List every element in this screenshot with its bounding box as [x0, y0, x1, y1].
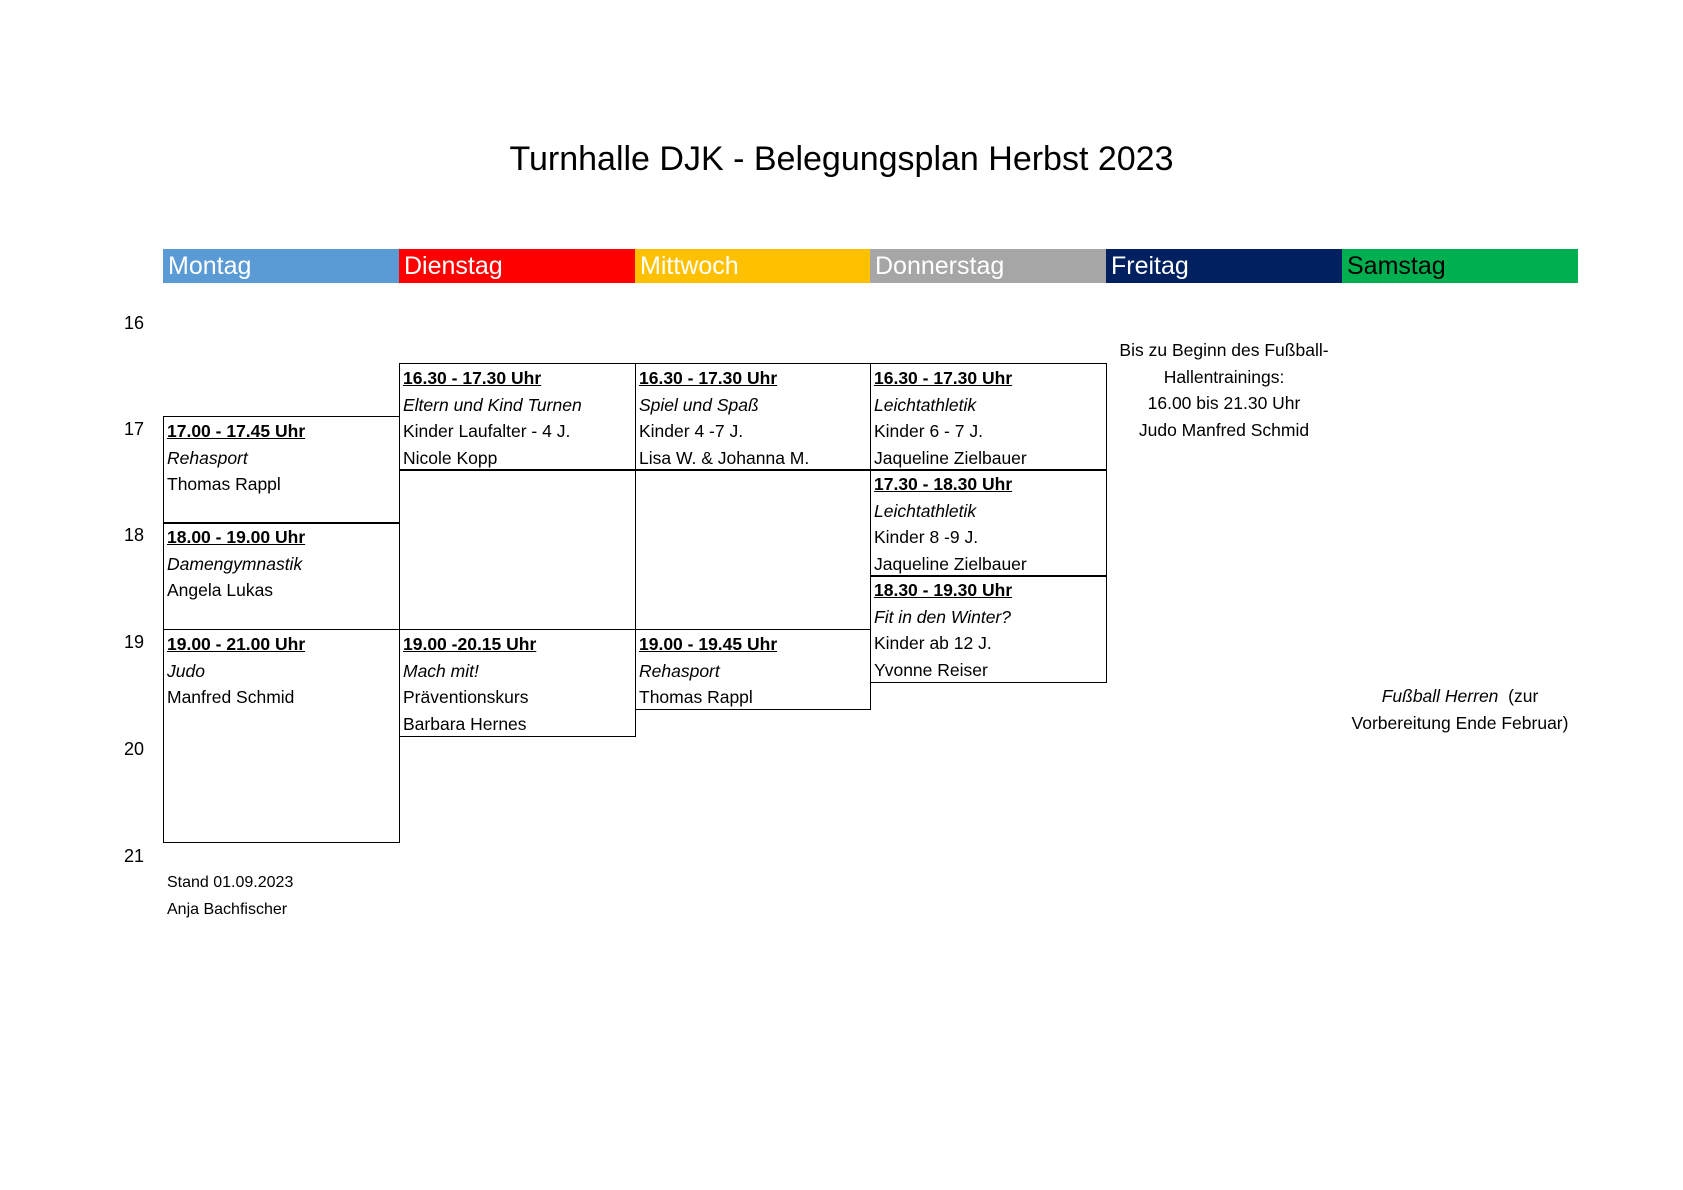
- schedule-block-dienstag-1: [399, 363, 636, 471]
- block-activity: Leichtathletik: [874, 500, 977, 521]
- block-trainer: Nicole Kopp: [403, 447, 498, 468]
- block-activity: Damengymnastik: [167, 553, 303, 574]
- hour-label: 16: [124, 313, 145, 333]
- block-time: 19.00 - 19.45 Uhr: [639, 634, 778, 654]
- schedule-block-mittwoch-1: [635, 363, 871, 471]
- schedule-block-mittwoch-empty: [635, 469, 871, 630]
- block-group: Kinder ab 12 J.: [874, 633, 992, 654]
- schedule-block-donnerstag-2: [870, 469, 1107, 577]
- block-time: 19.00 - 21.00 Uhr: [167, 634, 306, 654]
- block-activity: Eltern und Kind Turnen: [403, 394, 582, 415]
- freitag-note: [1106, 337, 1342, 443]
- hour-label: 18: [124, 525, 145, 545]
- block-group: Kinder 8 -9 J.: [874, 527, 979, 548]
- block-trainer: Manfred Schmid: [167, 687, 295, 708]
- samstag-note-activity: Fußball Herren: [1381, 686, 1499, 706]
- schedule-block-montag-3: [163, 629, 400, 843]
- block-time: 19.00 -20.15 Uhr: [403, 634, 537, 654]
- samstag-note-suffix: (zur: [1508, 686, 1539, 706]
- block-group: Präventionskurs: [403, 687, 529, 708]
- block-time: 16.30 - 17.30 Uhr: [874, 368, 1013, 388]
- block-time: 17.00 - 17.45 Uhr: [167, 421, 306, 441]
- block-activity: Fit in den Winter?: [874, 606, 1011, 627]
- schedule-block-donnerstag-3: [870, 575, 1107, 683]
- block-trainer: Jaqueline Zielbauer: [874, 553, 1027, 574]
- freitag-note-line: Hallentrainings:: [1163, 366, 1285, 387]
- block-trainer: Thomas Rappl: [167, 474, 281, 495]
- block-time: 17.30 - 18.30 Uhr: [874, 474, 1013, 494]
- block-activity: Judo: [167, 660, 205, 681]
- day-header-montag: Montag: [163, 249, 399, 283]
- block-activity: Mach mit!: [403, 660, 479, 681]
- block-trainer: Thomas Rappl: [639, 687, 753, 708]
- samstag-note: [1336, 683, 1584, 736]
- stand-date: Stand 01.09.2023: [167, 874, 294, 891]
- block-activity: Rehasport: [167, 447, 248, 468]
- day-header-freitag: Freitag: [1106, 249, 1342, 283]
- hour-label: 20: [124, 739, 145, 759]
- block-activity: Rehasport: [639, 660, 720, 681]
- block-time: 16.30 - 17.30 Uhr: [639, 368, 778, 388]
- block-trainer: Yvonne Reiser: [874, 659, 988, 680]
- block-time: 16.30 - 17.30 Uhr: [403, 368, 542, 388]
- schedule-block-montag-1: [163, 416, 400, 524]
- block-trainer: Jaqueline Zielbauer: [874, 447, 1027, 468]
- day-header-donnerstag: Donnerstag: [870, 249, 1106, 283]
- day-header-samstag: Samstag: [1342, 249, 1578, 283]
- block-group: Kinder 4 -7 J.: [639, 421, 744, 442]
- schedule-block-donnerstag-1: [870, 363, 1107, 471]
- day-header-dienstag: Dienstag: [399, 249, 635, 283]
- block-group: Kinder Laufalter - 4 J.: [403, 421, 571, 442]
- freitag-note-line: Judo Manfred Schmid: [1138, 419, 1310, 440]
- stand-author: Anja Bachfischer: [167, 901, 288, 918]
- hour-label: 17: [124, 419, 145, 439]
- block-activity: Spiel und Spaß: [639, 394, 759, 415]
- schedule-block-dienstag-empty: [399, 469, 636, 630]
- block-trainer: Barbara Hernes: [403, 713, 527, 734]
- block-time: 18.00 - 19.00 Uhr: [167, 527, 306, 547]
- hour-label: 19: [124, 632, 145, 652]
- hour-label: 21: [124, 846, 145, 866]
- schedule-block-montag-2: [163, 522, 400, 630]
- block-trainer: Angela Lukas: [167, 580, 274, 601]
- freitag-note-line: Bis zu Beginn des Fußball-: [1119, 340, 1329, 360]
- block-trainer: Lisa W. & Johanna M.: [639, 447, 810, 468]
- schedule-block-dienstag-2: [399, 629, 636, 737]
- freitag-note-line: 16.00 bis 21.30 Uhr: [1147, 393, 1301, 414]
- block-group: Kinder 6 - 7 J.: [874, 421, 983, 442]
- block-activity: Leichtathletik: [874, 394, 977, 415]
- day-header-mittwoch: Mittwoch: [635, 249, 870, 283]
- samstag-note-line: Vorbereitung Ende Februar): [1351, 712, 1569, 733]
- block-time: 18.30 - 19.30 Uhr: [874, 580, 1013, 600]
- page-title: Turnhalle DJK - Belegungsplan Herbst 2023: [509, 140, 1174, 178]
- schedule-block-mittwoch-2: [635, 629, 871, 710]
